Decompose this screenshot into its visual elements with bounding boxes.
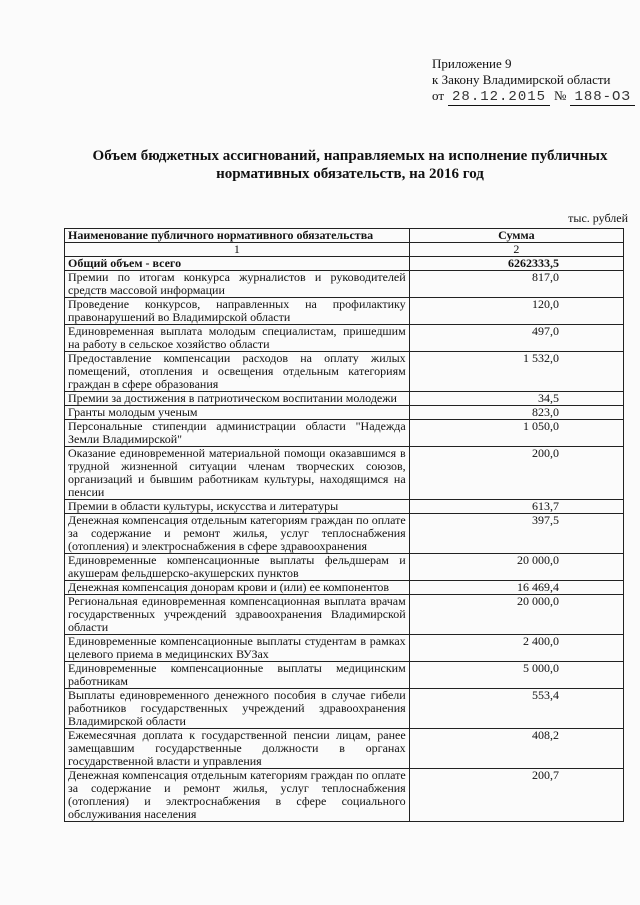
table-row	[65, 325, 624, 352]
obligation-sum: 2 400,0	[409, 635, 623, 662]
law-date: 28.12.2015	[448, 89, 550, 106]
obligations-table	[64, 228, 624, 822]
obligation-name: Предоставление компенсации расходов на оплату жилых помещений, отопления и освещения отдельным категориям граждан в сфере образования	[65, 352, 410, 392]
obligation-sum: 200,0	[409, 447, 623, 500]
obligation-name: Проведение конкурсов, направленных на профилактику правонарушений во Владимирской области	[65, 298, 410, 325]
appendix-header	[432, 56, 635, 106]
obligation-sum: 16 469,4	[409, 581, 623, 595]
obligation-sum: 823,0	[409, 406, 623, 420]
table-row	[65, 769, 624, 822]
table-row	[65, 500, 624, 514]
table-row	[65, 554, 624, 581]
table-row	[65, 635, 624, 662]
table-row	[65, 595, 624, 635]
obligation-name: Ежемесячная доплата к государственной пенсии лицам, ранее замещавшим государственные должности в органах государственной власти и управления	[65, 729, 410, 769]
obligation-sum: 6262333,5	[409, 257, 623, 271]
obligation-sum: 497,0	[409, 325, 623, 352]
obligation-name: Региональная единовременная компенсационная выплата врачам государственных учреждений здравоохранения Владимирской области	[65, 595, 410, 635]
obligation-name: Денежная компенсация отдельным категориям граждан по оплате за содержание и ремонт жилья, услуг теплоснабжения (отопления) и электроснабжения в сфере социального обслуживания населения	[65, 769, 410, 822]
obligation-sum: 200,7	[409, 769, 623, 822]
obligation-sum: 397,5	[409, 514, 623, 554]
obligation-name: Денежная компенсация донорам крови и (или) ее компонентов	[65, 581, 410, 595]
obligation-name: Премии за достижения в патриотическом воспитании молодежи	[65, 392, 410, 406]
law-number: 188-ОЗ	[570, 89, 634, 106]
obligation-name: Единовременные компенсационные выплаты фельдшерам и акушерам фельдшерско-акушерских пунктов	[65, 554, 410, 581]
obligation-sum: 20 000,0	[409, 595, 623, 635]
document-title: Объем бюджетных ассигнований, направляемых на исполнение публичных нормативных обязательств, на 2016 год	[92, 148, 608, 182]
appendix-number: Приложение 9	[432, 56, 512, 71]
column-number-1: 1	[65, 243, 410, 257]
number-label: №	[554, 88, 567, 103]
table-row	[65, 406, 624, 420]
column-number-row	[65, 243, 624, 257]
table-row	[65, 257, 624, 271]
obligation-name: Общий объем - всего	[65, 257, 410, 271]
obligation-name: Денежная компенсация отдельным категориям граждан по оплате за содержание и ремонт жилья, услуг теплоснабжения (отопления) и электроснабжения в сфере здравоохранения	[65, 514, 410, 554]
obligation-sum: 613,7	[409, 500, 623, 514]
table-row	[65, 352, 624, 392]
obligation-name: Премии по итогам конкурса журналистов и руководителей средств массовой информации	[65, 271, 410, 298]
obligation-sum: 553,4	[409, 689, 623, 729]
obligation-sum: 34,5	[409, 392, 623, 406]
table-row	[65, 581, 624, 595]
table-header-row	[65, 229, 624, 243]
table-row	[65, 271, 624, 298]
obligation-sum: 1 050,0	[409, 420, 623, 447]
column-header-name: Наименование публичного нормативного обязательства	[65, 229, 410, 243]
obligation-name: Единовременная выплата молодым специалистам, пришедшим на работу в сельское хозяйство области	[65, 325, 410, 352]
obligation-sum: 5 000,0	[409, 662, 623, 689]
table-row	[65, 689, 624, 729]
column-header-sum: Сумма	[409, 229, 623, 243]
table-row	[65, 447, 624, 500]
obligation-sum: 817,0	[409, 271, 623, 298]
table-row	[65, 662, 624, 689]
obligation-name: Оказание единовременной материальной помощи оказавшимся в трудной жизненной ситуации членам творческих союзов, организаций и бывшим работникам культуры, находящимся на пенсии	[65, 447, 410, 500]
obligation-name: Единовременные компенсационные выплаты медицинским работникам	[65, 662, 410, 689]
obligation-sum: 1 532,0	[409, 352, 623, 392]
obligation-name: Выплаты единовременного денежного пособия в случае гибели работников государственных учреждений здравоохранения Владимирской области	[65, 689, 410, 729]
law-reference: к Закону Владимирской области	[432, 72, 611, 87]
column-number-2: 2	[409, 243, 623, 257]
table-row	[65, 298, 624, 325]
from-label: от	[432, 88, 445, 103]
table-row	[65, 392, 624, 406]
obligation-sum: 408,2	[409, 729, 623, 769]
table-row	[65, 729, 624, 769]
obligation-sum: 120,0	[409, 298, 623, 325]
obligation-name: Единовременные компенсационные выплаты студентам в рамках целевого приема в медицинских ВУЗах	[65, 635, 410, 662]
obligation-name: Персональные стипендии администрации области "Надежда Земли Владимирской"	[65, 420, 410, 447]
units-label: тыс. рублей	[568, 211, 628, 225]
table-row	[65, 420, 624, 447]
obligation-name: Гранты молодым ученым	[65, 406, 410, 420]
table-row	[65, 514, 624, 554]
obligation-name: Премии в области культуры, искусства и литературы	[65, 500, 410, 514]
law-date-line	[432, 88, 635, 106]
obligation-sum: 20 000,0	[409, 554, 623, 581]
